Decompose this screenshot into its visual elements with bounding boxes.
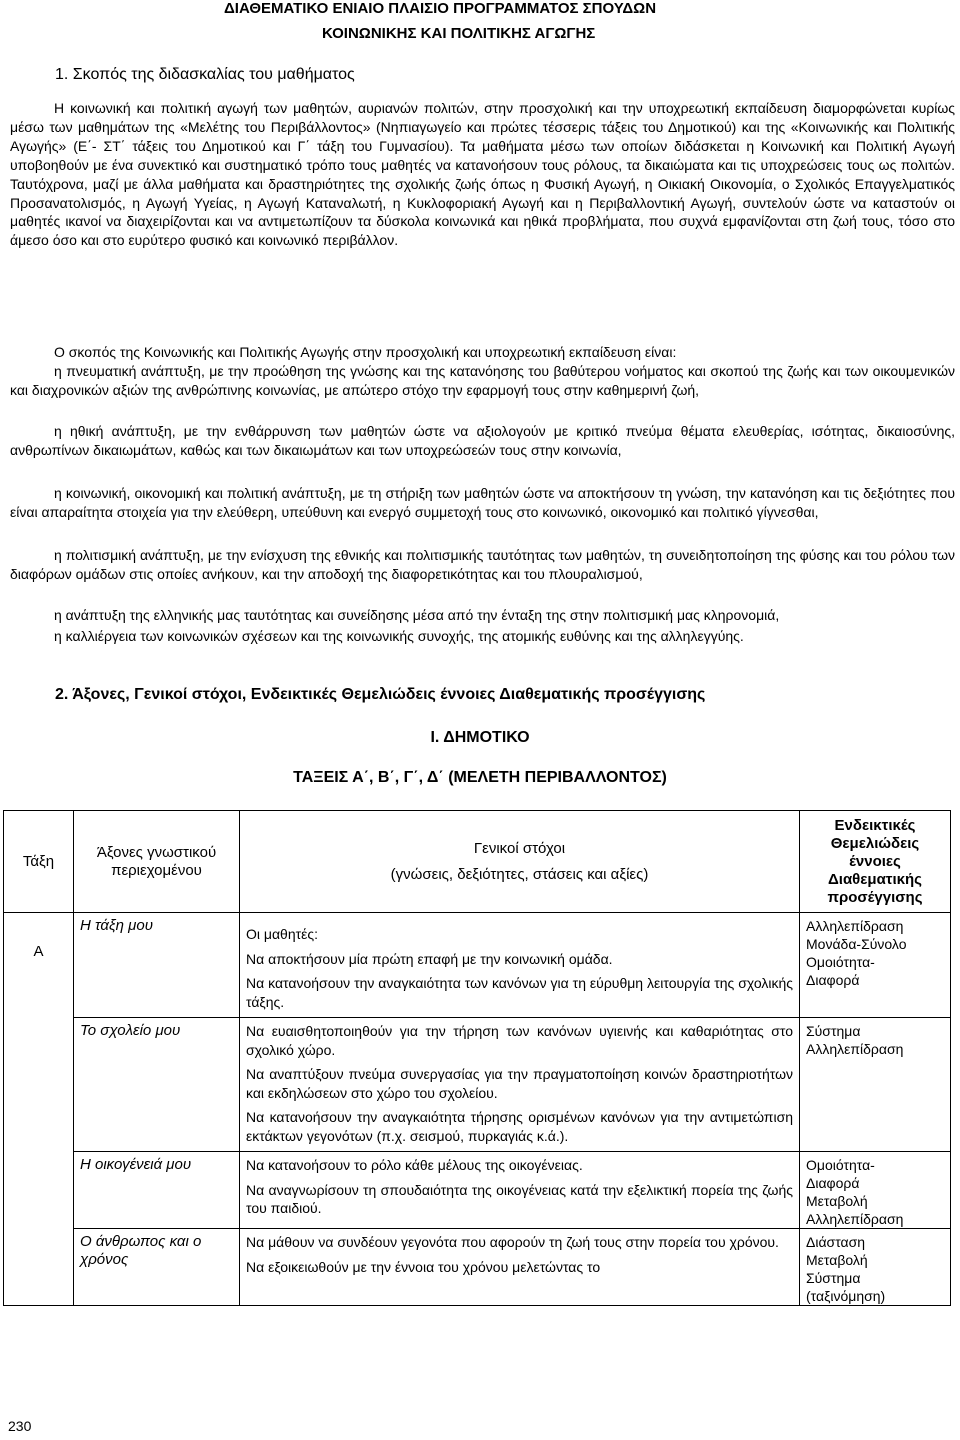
aim-item: η πνευματική ανάπτυξη, με την προώθηση της γνώσης και της κατανόησης του βαθύτερου νοήματος και σκοπού της ζωής και των οικουμενικών και διαχρονικών αξιών της ανθρώπινης κοινωνίας, με απώτερο στόχο την εφαρμογή τους στην καθημερινή ζωή, <box>10 363 955 398</box>
document-title-line1: ΔΙΑΘΕΜΑΤΙΚΟ ΕΝΙΑΙΟ ΠΛΑΙΣΙΟ ΠΡΟΓΡΑΜΜΑΤΟΣ ΣΠΟΥΔΩΝ <box>224 0 657 17</box>
aim-item: η κοινωνική, οικονομική και πολιτική ανάπτυξη, με τη στήριξη των μαθητών ώστε να αποκτήσουν τη γνώση, την κατανόηση και τις δεξιότητες που είναι απαραίτητα στοιχεία για την ελεύθερη, υπεύθυνη και ενεργό συμμετοχή τους στο κοινωνικό, οικονομικό και πολιτικό γίγνεσθαι, <box>10 485 955 520</box>
goals-cell: Να μάθουν να συνδέουν γεγονότα που αφορούν τη ζωή τους στην πορεία του χρόνου. Να εξοικειωθούν με την έννοια του χρόνου μελετώντας το <box>240 1229 800 1306</box>
concepts-cell: Αλληλεπίδραση Μονάδα-Σύνολο Ομοιότητα- Διαφορά <box>800 913 951 1018</box>
aim-item: η ηθική ανάπτυξη, με την ενθάρρυνση των μαθητών ώστε να αξιολογούν με κριτικό πνεύμα θέματα ελευθερίας, ισότητας, δικαιοσύνης, ανθρωπίνων δικαιωμάτων, καθώς και των δικαιωμάτων και των υποχρεώσεών τους στην κοινωνία, <box>10 423 955 458</box>
header-grade: Τάξη <box>4 811 74 913</box>
concepts-cell: Σύστημα Αλληλεπίδραση <box>800 1018 951 1152</box>
axis-cell: Η τάξη μου <box>74 913 240 1018</box>
table-row <box>4 1229 951 1306</box>
table-header-row <box>4 811 951 913</box>
table-row <box>4 913 951 1018</box>
axis-cell: Ο άνθρωπος και ο χρόνος <box>74 1229 240 1306</box>
header-concepts: Ενδεικτικές Θεμελιώδεις έννοιες Διαθεματικής προσέγγισης <box>800 811 951 913</box>
concepts-cell: Ομοιότητα- Διαφορά Μεταβολή Αλληλεπίδραση <box>800 1152 951 1229</box>
header-axes: Άξονες γνωστικού περιεχομένου <box>74 811 240 913</box>
document-title-line2: ΚΟΙΝΩΝΙΚΗΣ ΚΑΙ ΠΟΛΙΤΙΚΗΣ ΑΓΩΓΗΣ <box>322 25 596 42</box>
section2-subheading-primary: Ι. ΔΗΜΟΤΙΚΟ <box>430 729 530 746</box>
section2-subheading-grades: ΤΑΞΕΙΣ Α΄, Β΄, Γ΄, Δ΄ (ΜΕΛΕΤΗ ΠΕΡΙΒΑΛΛΟΝΤΟΣ) <box>293 769 667 786</box>
aim-item: η ανάπτυξη της ελληνικής μας ταυτότητας και συνείδησης μέσα από την ένταξη της στην πολιτισμική μας κληρονομιά, <box>54 607 780 623</box>
header-goals: Γενικοί στόχοι (γνώσεις, δεξιότητες, στάσεις και αξίες) <box>240 811 800 913</box>
aim-item: η καλλιέργεια των κοινωνικών σχέσεων και της κοινωνικής συνοχής, της ατομικής ευθύνης και της αλληλεγγύης. <box>54 628 744 644</box>
goals-cell: Οι μαθητές: Να αποκτήσουν μία πρώτη επαφή με την κοινωνική ομάδα. Να κατανοήσουν την αναγκαιότητα των κανόνων για τη εύρυθμη λειτουργία της σχολικής τάξης. <box>240 913 800 1018</box>
axis-cell: Το σχολείο μου <box>74 1018 240 1152</box>
section2-heading: 2. Άξονες, Γενικοί στόχοι, Ενδεικτικές Θεμελιώδεις έννοιες Διαθεματικής προσέγγισης <box>55 686 706 703</box>
aim-item: η πολιτισμική ανάπτυξη, με την ενίσχυση της εθνικής και πολιτισμικής ταυτότητας των μαθητών, τη συνειδητοποίηση της φύσης και του ρόλου των διαφόρων ομάδων στις οποίες ανήκουν, και την αποδοχή της διαφορετικότητας και του πλουραλισμού, <box>10 547 955 582</box>
goals-cell: Να κατανοήσουν το ρόλο κάθε μέλους της οικογένειας. Να αναγνωρίσουν τη σπουδαιότητα της οικογένειας κατά την εξελικτική πορεία της ζωής του παιδιού. <box>240 1152 800 1229</box>
table-row <box>4 1018 951 1152</box>
grade-cell <box>4 913 74 1306</box>
table-row <box>4 1152 951 1229</box>
section1-paragraph-text: Η κοινωνική και πολιτική αγωγή των μαθητών, αυριανών πολιτών, στην προσχολική και την υποχρεωτική εκπαίδευση διαμορφώνεται κυρίως μέσω των μαθημάτων της «Μελέτης του Περιβάλλοντος» (Νηπιαγωγείο και πρώτες τέσσερις τάξεις του Δημοτικού) και της «Κοινωνικής και Πολιτικής Αγωγής» (Ε΄- ΣΤ΄ τάξεις του Δημοτικού και Γ΄ τάξη του Γυμνασίου). Τα μαθήματα μέσω των οποίων διδάσκεται η Κοινωνική και Πολιτική Αγωγή υποβοηθούν με ένα συνεκτικό και συστηματικό τρόπο τους μαθητές να κατανοήσουν τους ρόλους, τα δικαιώματα και τις υποχρεώσεις τους ως πολιτών. Ταυτόχρονα, μαζί με άλλα μαθήματα και δραστηριότητες της σχολικής ζωής όπως η Φυσική Αγωγή, η Οικιακή Οικονομία, ο Σχολικός Επαγγελματικός Προσανατολισμός, η Αγωγή Υγείας, η Αγωγή Καταναλωτή, η Κυκλοφοριακή Αγωγή και η Περιβαλλοντική Αγωγή, συντελούν ώστε να καταστούν οι μαθητές ικανοί να διαχειρίζονται και να αντιμετωπίζουν τα δύσκολα κοινωνικά και ηθικά προβλήματα, που συχνά εμφανίζονται στη ζωή τους, τόσο στο άμεσο όσο και στο ευρύτερο φυσικό και κοινωνικό περιβάλλον. <box>10 100 955 249</box>
grade-value: Α <box>33 943 44 960</box>
goals-cell: Να ευαισθητοποιηθούν για την τήρηση των κανόνων υγιεινής και καθαριότητας στο σχολικό χώρο. Να αναπτύξουν πνεύμα συνεργασίας για την πραγματοποίηση κοινών δραστηριοτήτων και εκδηλώσεων στο χώρο του σχολείου. Να κατανοήσουν την αναγκαιότητα τήρησης ορισμένων κανόνων για την αντιμετώπιση εκτάκτων γεγονότων (π.χ. σεισμού, πυρκαγιάς κ.ά.). <box>240 1018 800 1152</box>
aims-intro: Ο σκοπός της Κοινωνικής και Πολιτικής Αγωγής στην προσχολική και υποχρεωτική εκπαίδευση είναι: <box>54 344 677 360</box>
axis-cell: Η οικογένειά μου <box>74 1152 240 1229</box>
curriculum-table <box>3 810 951 1306</box>
section1-paragraph <box>10 99 955 250</box>
page-number: 230 <box>8 1418 32 1434</box>
concepts-cell: Διάσταση Μεταβολή Σύστημα (ταξινόμηση) <box>800 1229 951 1306</box>
section1-heading: 1. Σκοπός της διδασκαλίας του μαθήματος <box>55 66 355 83</box>
